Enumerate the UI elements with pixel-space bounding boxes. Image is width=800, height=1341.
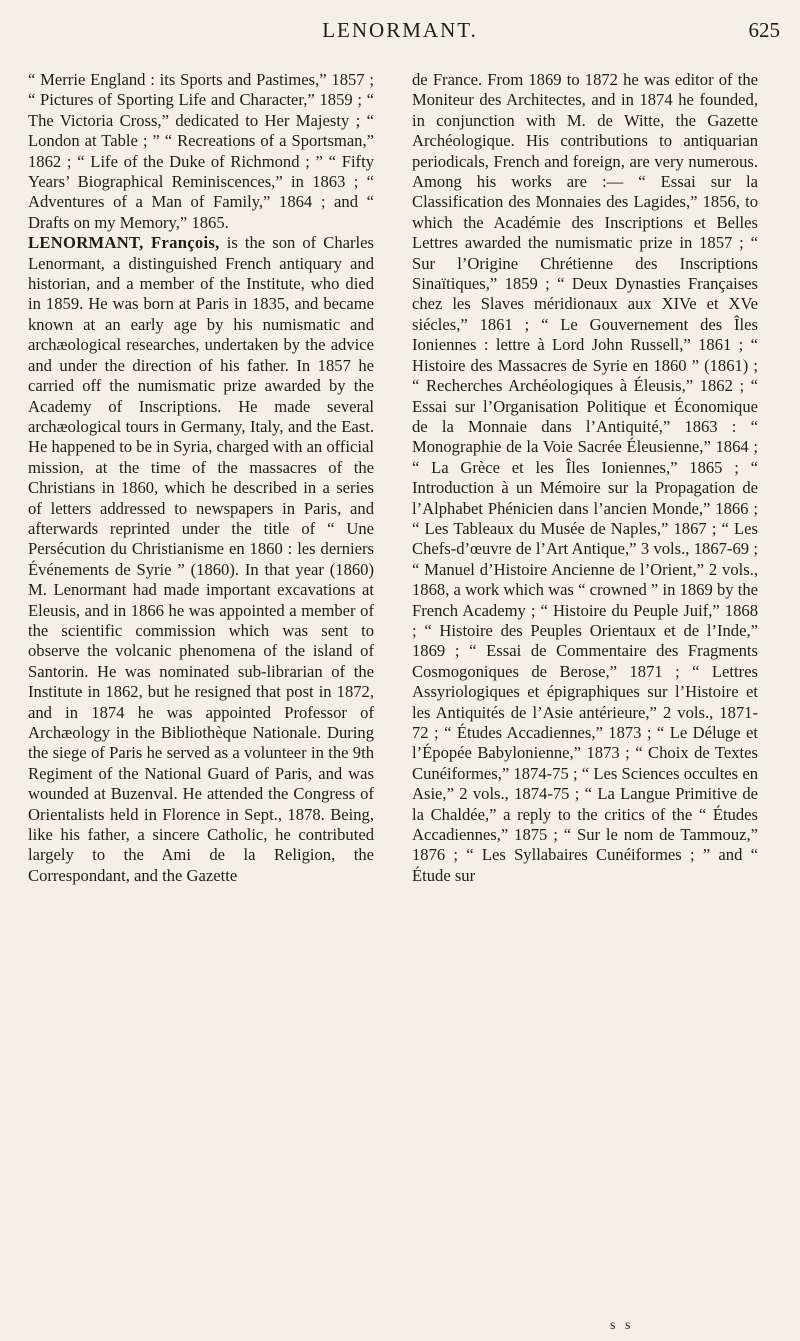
lenormant-entry — [28, 233, 374, 886]
continuation-paragraph: “ Merrie England : its Sports and Pastimes,” 1857 ; “ Pictures of Sporting Life and Character,” 1859 ; “ The Victoria Cross,” dedicated to Her Majesty ; “ London at Table ; ” “ Recreations of a Sportsman,” 1862 ; “ Life of the Duke of Richmond ; ” “ Fifty Years’ Biographical Reminiscences,” in 1863 ; “ Adventures of a Man of Family,” 1864 ; and “ Drafts on my Memory,” 1865. — [28, 70, 374, 232]
left-column — [28, 70, 374, 886]
page-number: 625 — [748, 18, 780, 42]
right-column — [412, 70, 758, 886]
right-column-text: de France. From 1869 to 1872 he was editor of the Moniteur des Architectes, and in 1874 he founded, in conjunction with M. de Witte, the Gazette Archéologique. His contributions to antiquarian periodicals, French and foreign, are very numerous. Among his works are :— “ Essai sur la Classification des Monnaies des Lagides,” 1856, to which the Académie des Inscriptions et Belles Lettres awarded the numismatic prize in 1857 ; “ Sur l’Origine Chrétienne des Inscriptions Sinaïtiques,” 1859 ; “ Deux Dynasties Françaises chez les Slaves méridionaux aux XIVe et XVe siécles,” 1861 ; “ Le Gouvernement des Îles Ioniennes : lettre à Lord John Russell,” 1861 ; “ Histoire des Massacres de Syrie en 1860 ” (1861) ; “ Recherches Archéologiques à Éleusis,” 1862 ; “ Essai sur l’Organisation Politique et Économique de la Monnaie dans l’Antiquité,” 1863 : “ Monographie de la Voie Sacrée Éleusienne,” 1864 ; “ La Grèce et les Îles Ioniennes,” 1865 ; “ Introduction à un Mémoire sur la Propagation de l’Alphabet Phénicien dans l’ancien Monde,” 1866 ; “ Les Tableaux du Musée de Naples,” 1867 ; “ Les Chefs-d’œuvre de l’Art Antique,” 3 vols., 1867-69 ; “ Manuel d’Histoire Ancienne de l’Orient,” 2 vols., 1868, a work which was “ crowned ” in 1869 by the French Academy ; “ Histoire du Peuple Juif,” 1868 ; “ Histoire des Peuples Orientaux et de l’Inde,” 1869 ; “ Essai de Commentaire des Fragments Cosmogoniques de Berose,” 1871 ; “ Lettres Assyriologiques et épigraphiques sur l’Histoire et les Antiquités de l’Asie antérieure,” 2 vols., 1871-72 ; “ Études Accadiennes,” 1873 ; “ Le Déluge et l’Épopée Babylonienne,” 1873 ; “ Choix de Textes Cunéiformes,” 1874-75 ; “ Les Sciences occultes en Asie,” 2 vols., 1874-75 ; “ La Langue Primitive de la Chaldée,” a reply to the critics of the “ Études Accadiennes,” 1875 ; “ Sur le nom de Tammouz,” 1876 ; “ Les Syllabaires Cunéiformes ; ” and “ Étude sur — [412, 70, 758, 885]
page-header — [0, 18, 800, 58]
signature-mark: s s — [610, 1318, 634, 1333]
entry-text: is the son of Charles Lenormant, a distinguished French antiquary and historian, and a member of the Institute, who died in 1859. He was born at Paris in 1835, and became known at an early age by his numismatic and archæological researches, undertaken by the advice and under the direction of his father. In 1857 he carried off the numismatic prize awarded by the Academy of Inscriptions. He made several archæological tours in Germany, Italy, and the East. He happened to be in Syria, charged with an official mission, at the time of the massacres of the Christians in 1860, which he described in a series of letters addressed to newspapers in Paris, and afterwards reprinted under the title of “ Une Persécution du Christianisme en 1860 : les derniers Événements de Syrie ” (1860). In that year (1860) M. Lenormant had made important excavations at Eleusis, and in 1866 he was appointed a member of the scientific commission which was sent to observe the volcanic phenomena of the island of Santorin. He was nominated sub-librarian of the Institute in 1862, but he resigned that post in 1872, and in 1874 he was appointed Professor of Archæology in the Bibliothèque Nationale. During the siege of Paris he served as a volunteer in the 9th Regiment of the National Guard of Paris, and was wounded at Buzenval. He attended the Congress of Orientalists held in Florence in Sept., 1878. Being, like his father, a sincere Catholic, he contributed largely to the Ami de la Religion, the Correspondant, and the Gazette — [28, 233, 374, 885]
entry-headword: LENORMANT, François, — [28, 233, 220, 253]
running-head: LENORMANT. — [322, 18, 478, 42]
